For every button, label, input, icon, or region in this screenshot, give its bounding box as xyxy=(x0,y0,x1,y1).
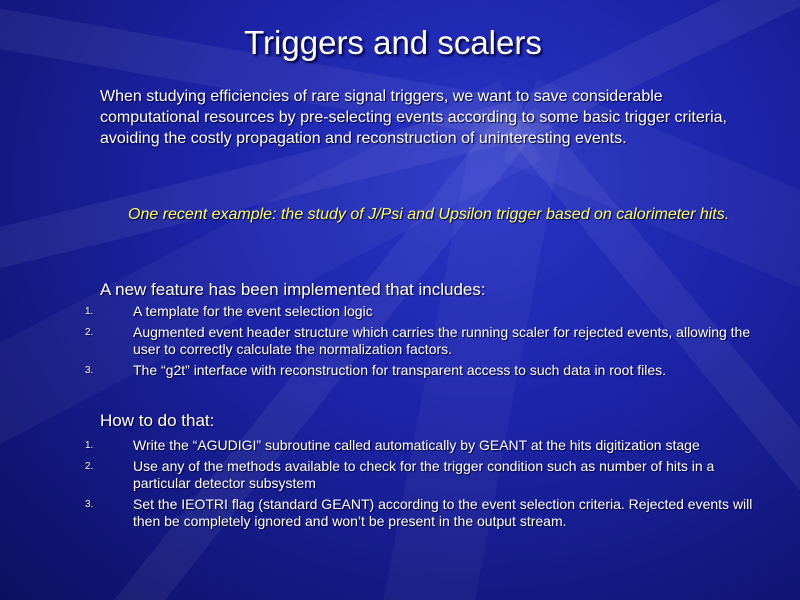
list-item xyxy=(0,303,800,320)
example-paragraph xyxy=(100,204,760,225)
list-text: A template for the event selection logic xyxy=(133,303,373,319)
list-number: 3. xyxy=(85,365,94,376)
howto-heading: How to do that: xyxy=(100,411,215,430)
list-text: Set the IEOTRI flag (standard GEANT) according to the event selection criteria. Rejected events will then be completely ignored and won’t be present in the output stream. xyxy=(133,496,753,529)
slide-title: Triggers and scalers xyxy=(244,24,542,61)
list-item xyxy=(0,362,800,379)
list-text: Augmented event header structure which carries the running scaler for rejected events, allowing the user to correctly calculate the normalization factors. xyxy=(133,324,751,357)
list-number: 2. xyxy=(85,461,94,472)
list-item xyxy=(0,496,800,530)
list-number: 3. xyxy=(85,499,94,510)
list-item xyxy=(0,458,800,492)
feature-heading: A new feature has been implemented that includes: xyxy=(100,280,486,299)
list-text: The “g2t” interface with reconstruction for transparent access to such data in root files. xyxy=(133,362,667,378)
list-number: 1. xyxy=(85,306,94,317)
list-text: Use any of the methods available to check for the trigger condition such as number of hits in a particular detector subsystem xyxy=(133,458,715,491)
list-number: 2. xyxy=(85,327,94,338)
list-text: Write the “AGUDIGI” subroutine called automatically by GEANT at the hits digitization stage xyxy=(133,437,700,453)
intro-paragraph: When studying efficiencies of rare signal triggers, we want to save considerable computational resources by pre-selecting events according to some basic trigger criteria, avoiding the costly propagation and reconstruction of uninteresting events. xyxy=(100,88,727,147)
howto-list xyxy=(0,437,800,534)
list-item xyxy=(0,324,800,358)
list-number: 1. xyxy=(85,440,94,451)
list-item xyxy=(0,437,800,454)
example-text: One recent example: the study of J/Psi and Upsilon trigger based on calorimeter hits. xyxy=(128,206,730,223)
feature-list xyxy=(0,303,800,383)
